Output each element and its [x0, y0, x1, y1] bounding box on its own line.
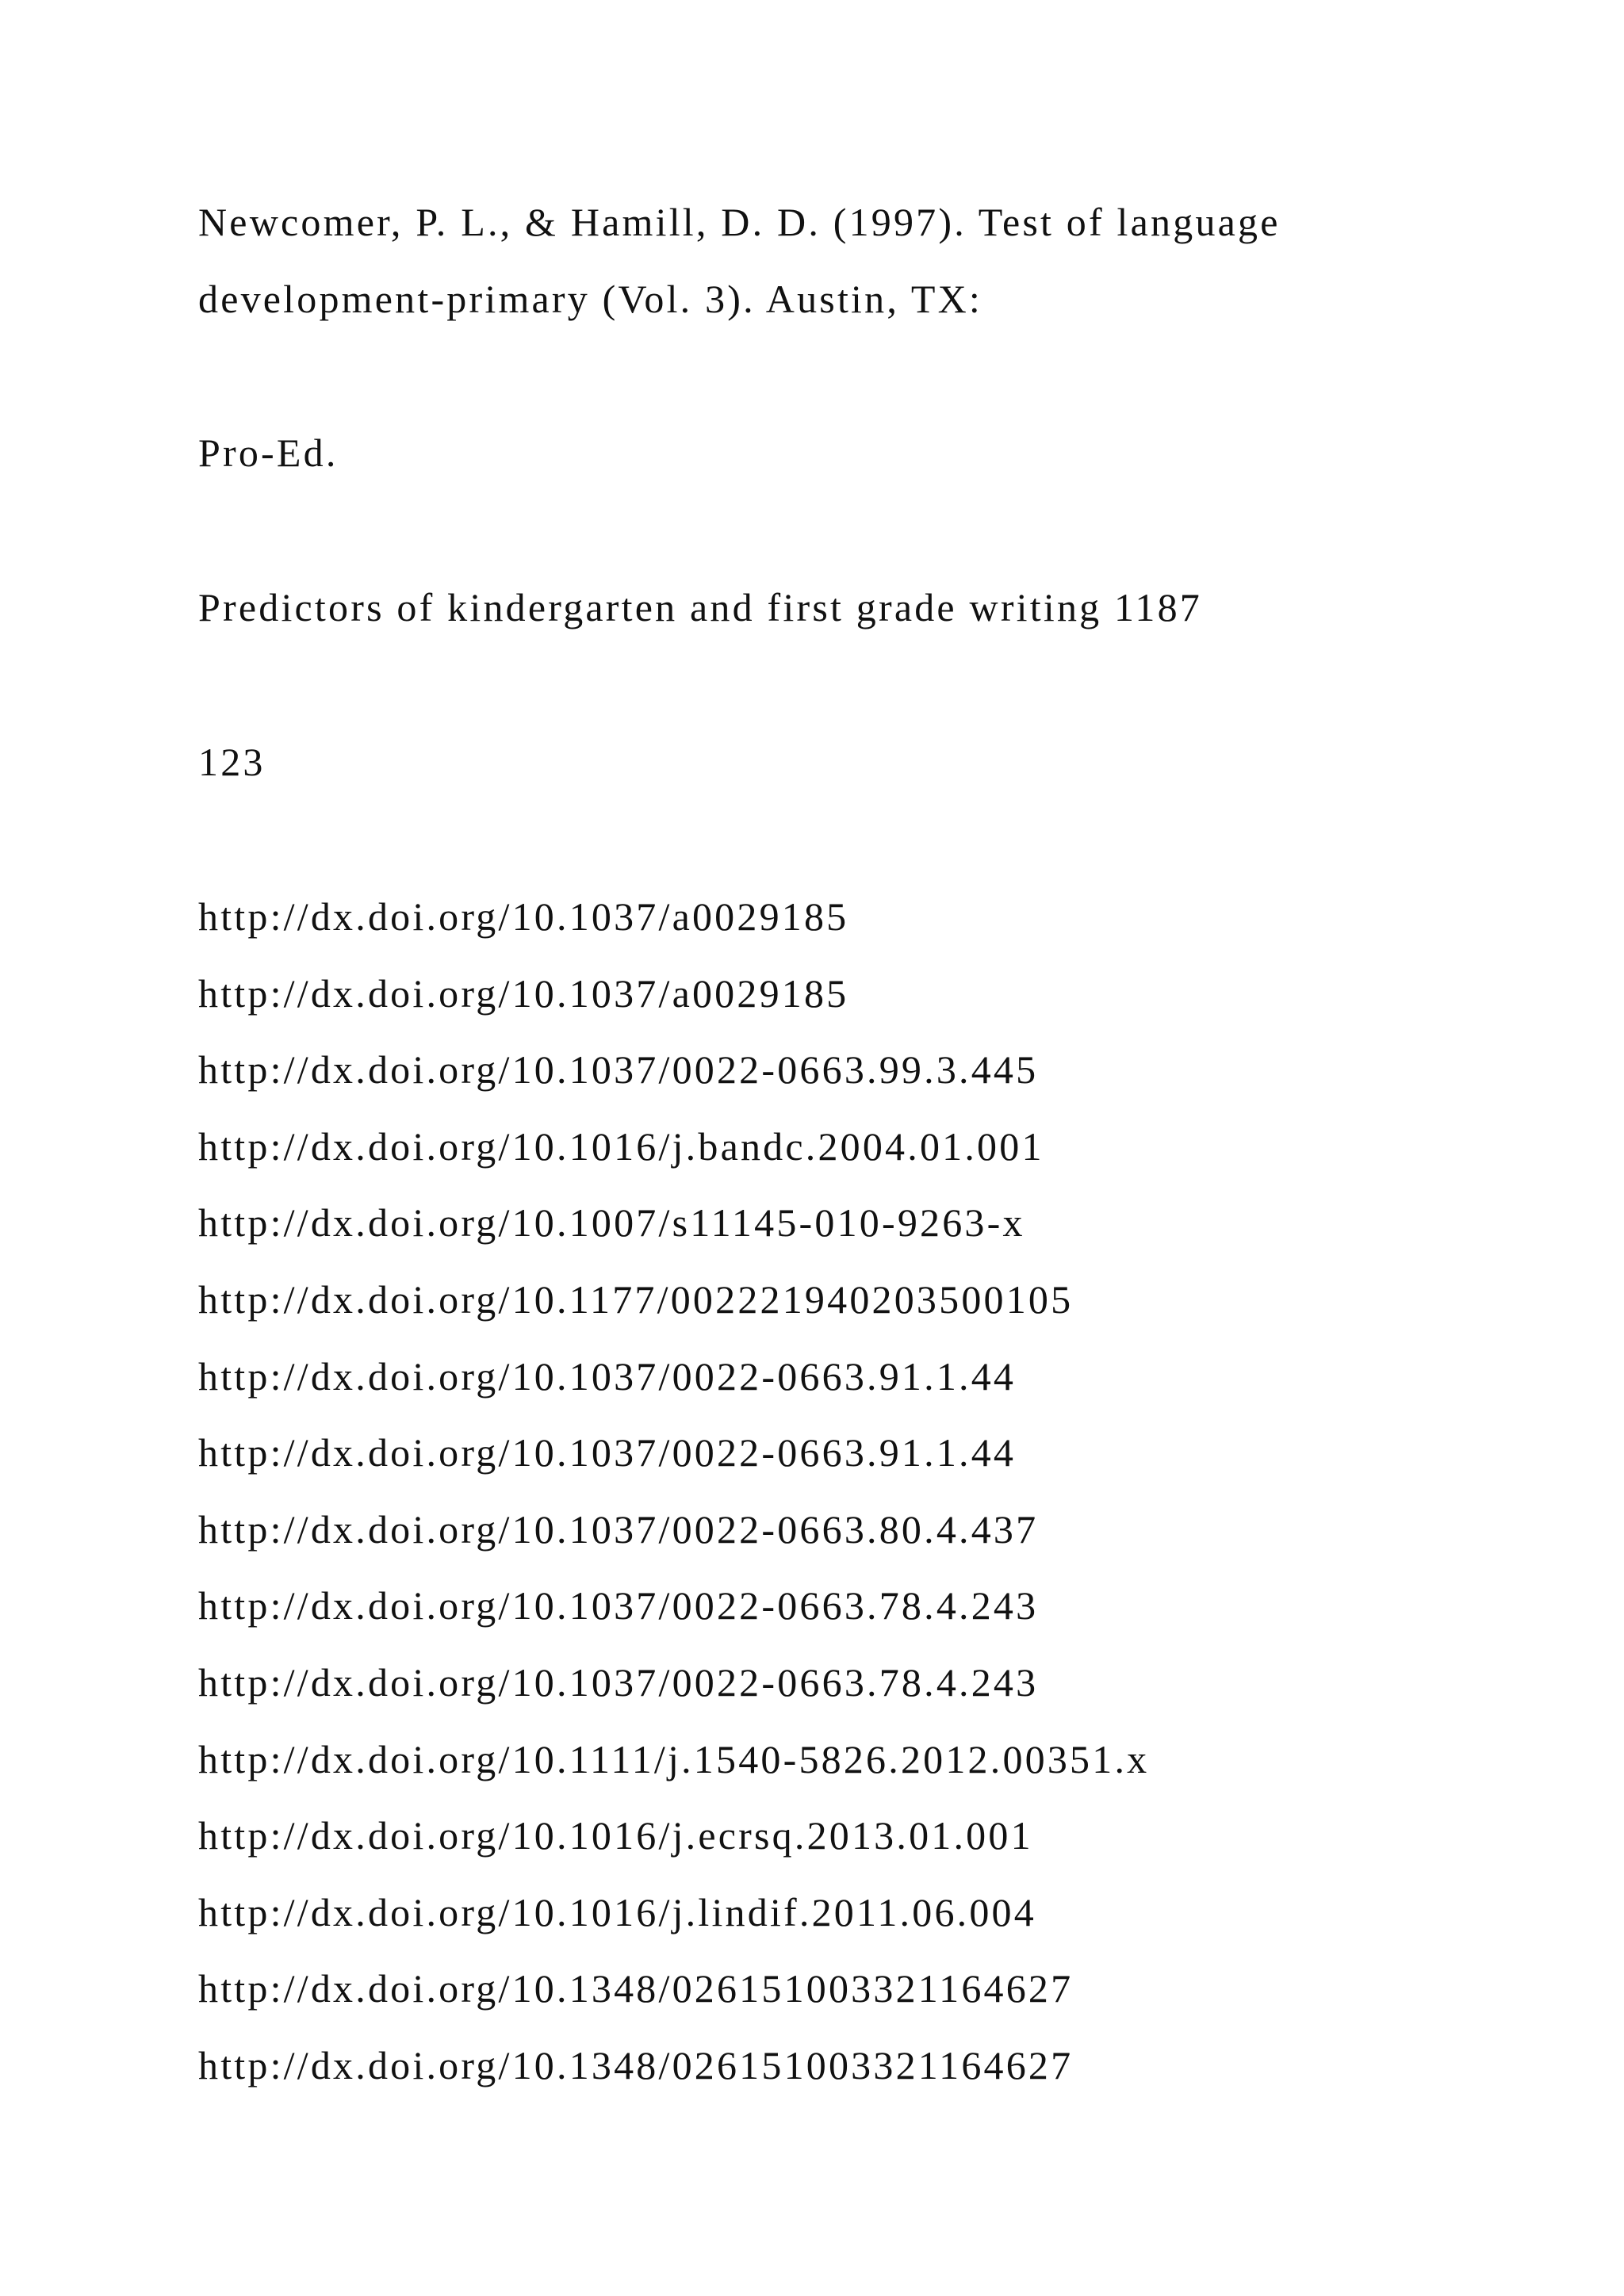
doi-link[interactable]: http://dx.doi.org/10.1016/j.bandc.2004.01.001 — [198, 1123, 1044, 1169]
doi-link[interactable]: http://dx.doi.org/10.1007/s11145-010-9263-x — [198, 1200, 1025, 1246]
running-header: Predictors of kindergarten and first grade writing 1187 — [198, 585, 1202, 629]
doi-link[interactable]: http://dx.doi.org/10.1177/002221940203500105 — [198, 1276, 1074, 1322]
page-number: 123 — [198, 740, 266, 784]
doi-link[interactable]: http://dx.doi.org/10.1016/j.lindif.2011.06.004 — [198, 1889, 1036, 1934]
doi-link[interactable]: http://dx.doi.org/10.1037/a0029185 — [198, 970, 849, 1016]
doi-link[interactable]: http://dx.doi.org/10.1037/a0029185 — [198, 894, 849, 939]
reference-publisher: Pro-Ed. — [198, 430, 339, 475]
doi-link-list — [198, 893, 1149, 2118]
doi-link[interactable]: http://dx.doi.org/10.1037/0022-0663.78.4.243 — [198, 1583, 1039, 1628]
doi-link[interactable]: http://dx.doi.org/10.1037/0022-0663.99.3.445 — [198, 1047, 1039, 1093]
doi-link[interactable]: http://dx.doi.org/10.1111/j.1540-5826.2012.00351.x — [198, 1736, 1150, 1781]
doi-link[interactable]: http://dx.doi.org/10.1037/0022-0663.91.1.44 — [198, 1353, 1017, 1399]
doi-link[interactable]: http://dx.doi.org/10.1348/026151003321164627 — [198, 1966, 1074, 2011]
reference-line-1: Newcomer, P. L., & Hamill, D. D. (1997). Test of language — [198, 200, 1281, 244]
doi-link[interactable]: http://dx.doi.org/10.1037/0022-0663.80.4.437 — [198, 1506, 1039, 1552]
doi-link[interactable]: http://dx.doi.org/10.1037/0022-0663.91.1.44 — [198, 1430, 1017, 1475]
doi-link[interactable]: http://dx.doi.org/10.1348/026151003321164627 — [198, 2042, 1074, 2087]
reference-line-2: development-primary (Vol. 3). Austin, TX: — [198, 277, 982, 321]
doi-link[interactable]: http://dx.doi.org/10.1037/0022-0663.78.4.243 — [198, 1659, 1039, 1705]
doi-link[interactable]: http://dx.doi.org/10.1016/j.ecrsq.2013.01.001 — [198, 1813, 1033, 1858]
